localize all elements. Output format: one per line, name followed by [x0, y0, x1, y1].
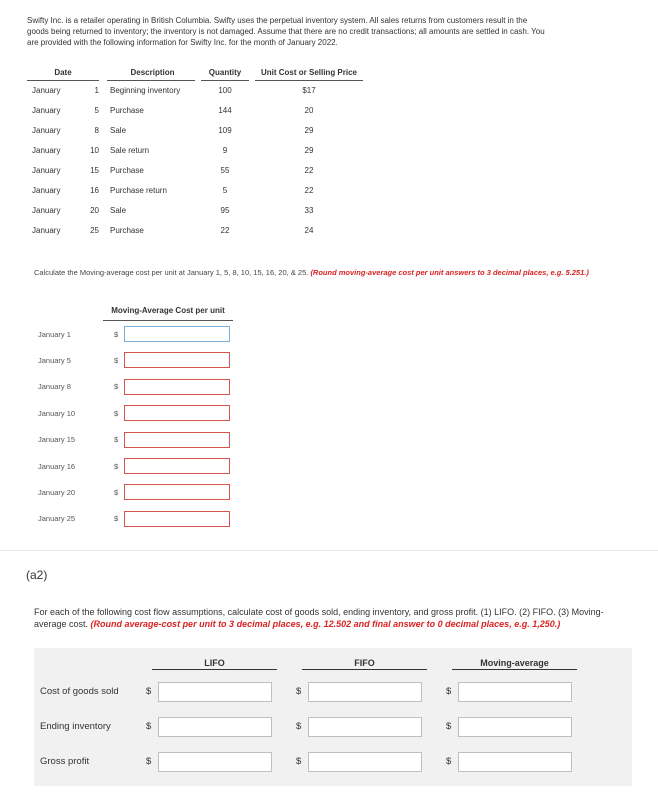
rounding-instruction: (Round moving-average cost per unit answers to 3 decimal places, e.g. 5.251.) — [310, 268, 589, 277]
mac-row — [38, 458, 230, 474]
currency-symbol: $ — [114, 461, 119, 471]
mac-input-2[interactable] — [124, 379, 230, 395]
currency-symbol: $ — [114, 514, 119, 524]
row-description: Beginning inventory — [110, 85, 181, 95]
mac-row-label: January 5 — [38, 355, 71, 365]
row-cost: 33 — [304, 205, 314, 215]
currency-symbol: $ — [114, 408, 119, 418]
a2-prompt-text: For each of the following cost flow assumptions, calculate cost of goods sold, ending inventory, and gross profit. (1) LIFO. (2) FIFO. (3) Moving-average cost. — [34, 607, 604, 629]
problem-intro: Swifty Inc. is a retailer operating in British Columbia. Swifty uses the perpetual inventory system. All sales returns from customers result in the goods being returned to inventory; the inventory is not damaged. Assume that there are no credit transactions; all amounts are settled in cash. You are provided with the following information for Swifty Inc. for the month of January 2022. — [27, 16, 545, 47]
inventory-row — [27, 200, 363, 220]
cost-flow-row-label: Cost of goods sold — [40, 686, 119, 697]
inventory-row — [27, 180, 363, 200]
currency-symbol: $ — [296, 756, 302, 767]
currency-symbol: $ — [446, 721, 452, 732]
mac-row — [38, 511, 230, 527]
mac-input-5[interactable] — [124, 458, 230, 474]
currency-symbol: $ — [296, 721, 302, 732]
cost-flow-input[interactable] — [308, 682, 422, 702]
row-cost: 22 — [304, 165, 314, 175]
row-month: January — [32, 225, 61, 235]
mac-input-0[interactable] — [124, 326, 230, 342]
row-cost: $17 — [302, 85, 316, 95]
a2-prompt — [34, 606, 634, 630]
row-description: Purchase — [110, 105, 144, 115]
mac-input-1[interactable] — [124, 352, 230, 368]
a2-rounding-instruction: (Round average-cost per unit to 3 decimal places, e.g. 12.502 and final answer to 0 decimal places, e.g. 1,250.) — [90, 619, 561, 629]
row-cost: 22 — [304, 185, 314, 195]
inventory-row — [27, 120, 363, 140]
inventory-row — [27, 140, 363, 160]
row-day: 15 — [90, 165, 99, 175]
col-cost-header: Unit Cost or Selling Price — [255, 66, 363, 80]
currency-symbol: $ — [446, 756, 452, 767]
mac-row — [38, 352, 230, 368]
mac-row — [38, 379, 230, 395]
currency-symbol: $ — [114, 435, 119, 445]
mac-row — [38, 326, 230, 342]
currency-symbol: $ — [446, 686, 452, 697]
col-description-header: Description — [107, 66, 195, 80]
row-quantity: 100 — [218, 85, 232, 95]
cost-flow-row-label: Gross profit — [40, 756, 90, 767]
currency-symbol: $ — [146, 756, 152, 767]
mac-row-label: January 25 — [38, 514, 76, 524]
row-day: 20 — [90, 205, 99, 215]
row-cost: 29 — [304, 125, 314, 135]
moving-average-prompt — [34, 268, 594, 278]
mac-row-label: January 8 — [38, 382, 71, 392]
inventory-row — [27, 220, 363, 240]
row-cost: 20 — [304, 105, 314, 115]
col-moving-average-header: Moving-average — [452, 658, 577, 670]
currency-symbol: $ — [114, 487, 119, 497]
row-cost: 24 — [304, 225, 314, 235]
row-description: Sale return — [110, 145, 150, 155]
row-description: Purchase — [110, 225, 144, 235]
currency-symbol: $ — [146, 686, 152, 697]
currency-symbol: $ — [114, 329, 119, 339]
mac-input-7[interactable] — [124, 511, 230, 527]
row-day: 16 — [90, 185, 99, 195]
currency-symbol: $ — [114, 355, 119, 365]
row-month: January — [32, 85, 61, 95]
row-month: January — [32, 125, 61, 135]
mac-input-3[interactable] — [124, 405, 230, 421]
mac-column-header: Moving-Average Cost per unit — [103, 306, 233, 321]
cost-flow-input[interactable] — [458, 682, 572, 702]
inventory-table-header — [27, 66, 363, 80]
cost-flow-input[interactable] — [158, 752, 272, 772]
currency-symbol: $ — [296, 686, 302, 697]
mac-row — [38, 405, 230, 421]
cost-flow-input[interactable] — [458, 717, 572, 737]
row-month: January — [32, 205, 61, 215]
cost-flow-input[interactable] — [458, 752, 572, 772]
inventory-table — [27, 66, 363, 240]
row-day: 10 — [90, 145, 99, 155]
inventory-row — [27, 100, 363, 120]
col-fifo-header: FIFO — [302, 658, 427, 670]
mac-row-label: January 10 — [38, 408, 76, 418]
row-quantity: 22 — [220, 225, 230, 235]
row-day: 25 — [90, 225, 99, 235]
col-quantity-header: Quantity — [201, 66, 249, 80]
prompt-text: Calculate the Moving-average cost per unit at January 1, 5, 8, 10, 15, 16, 20, & 25. — [34, 268, 309, 277]
mac-input-4[interactable] — [124, 432, 230, 448]
row-day: 8 — [94, 125, 99, 135]
cost-flow-row-label: Ending inventory — [40, 721, 111, 732]
row-quantity: 109 — [218, 125, 232, 135]
row-day: 5 — [94, 105, 99, 115]
row-month: January — [32, 105, 61, 115]
inventory-row — [27, 80, 363, 100]
row-description: Purchase return — [110, 185, 167, 195]
mac-row-label: January 16 — [38, 461, 76, 471]
row-month: January — [32, 145, 61, 155]
cost-flow-input[interactable] — [158, 717, 272, 737]
mac-row-label: January 15 — [38, 435, 76, 445]
row-description: Purchase — [110, 165, 144, 175]
cost-flow-input[interactable] — [308, 752, 422, 772]
row-quantity: 55 — [220, 165, 230, 175]
row-month: January — [32, 165, 61, 175]
col-date-header: Date — [27, 66, 99, 80]
mac-row — [38, 432, 230, 448]
cost-flow-input[interactable] — [158, 682, 272, 702]
row-quantity: 9 — [222, 145, 228, 155]
col-lifo-header: LIFO — [152, 658, 277, 670]
mac-row-label: January 20 — [38, 487, 76, 497]
row-quantity: 95 — [220, 205, 230, 215]
row-day: 1 — [94, 85, 99, 95]
currency-symbol: $ — [114, 382, 119, 392]
cost-flow-table — [34, 648, 632, 786]
currency-symbol: $ — [146, 721, 152, 732]
inventory-row — [27, 160, 363, 180]
row-month: January — [32, 185, 61, 195]
a2-section-band — [0, 550, 658, 594]
row-description: Sale — [110, 205, 127, 215]
mac-row-label: January 1 — [38, 329, 71, 339]
part-a2-label: (a2) — [26, 568, 48, 582]
row-quantity: 5 — [222, 185, 228, 195]
mac-input-6[interactable] — [124, 484, 230, 500]
cost-flow-input[interactable] — [308, 717, 422, 737]
row-quantity: 144 — [218, 105, 232, 115]
row-cost: 29 — [304, 145, 314, 155]
row-description: Sale — [110, 125, 127, 135]
mac-row — [38, 484, 230, 500]
